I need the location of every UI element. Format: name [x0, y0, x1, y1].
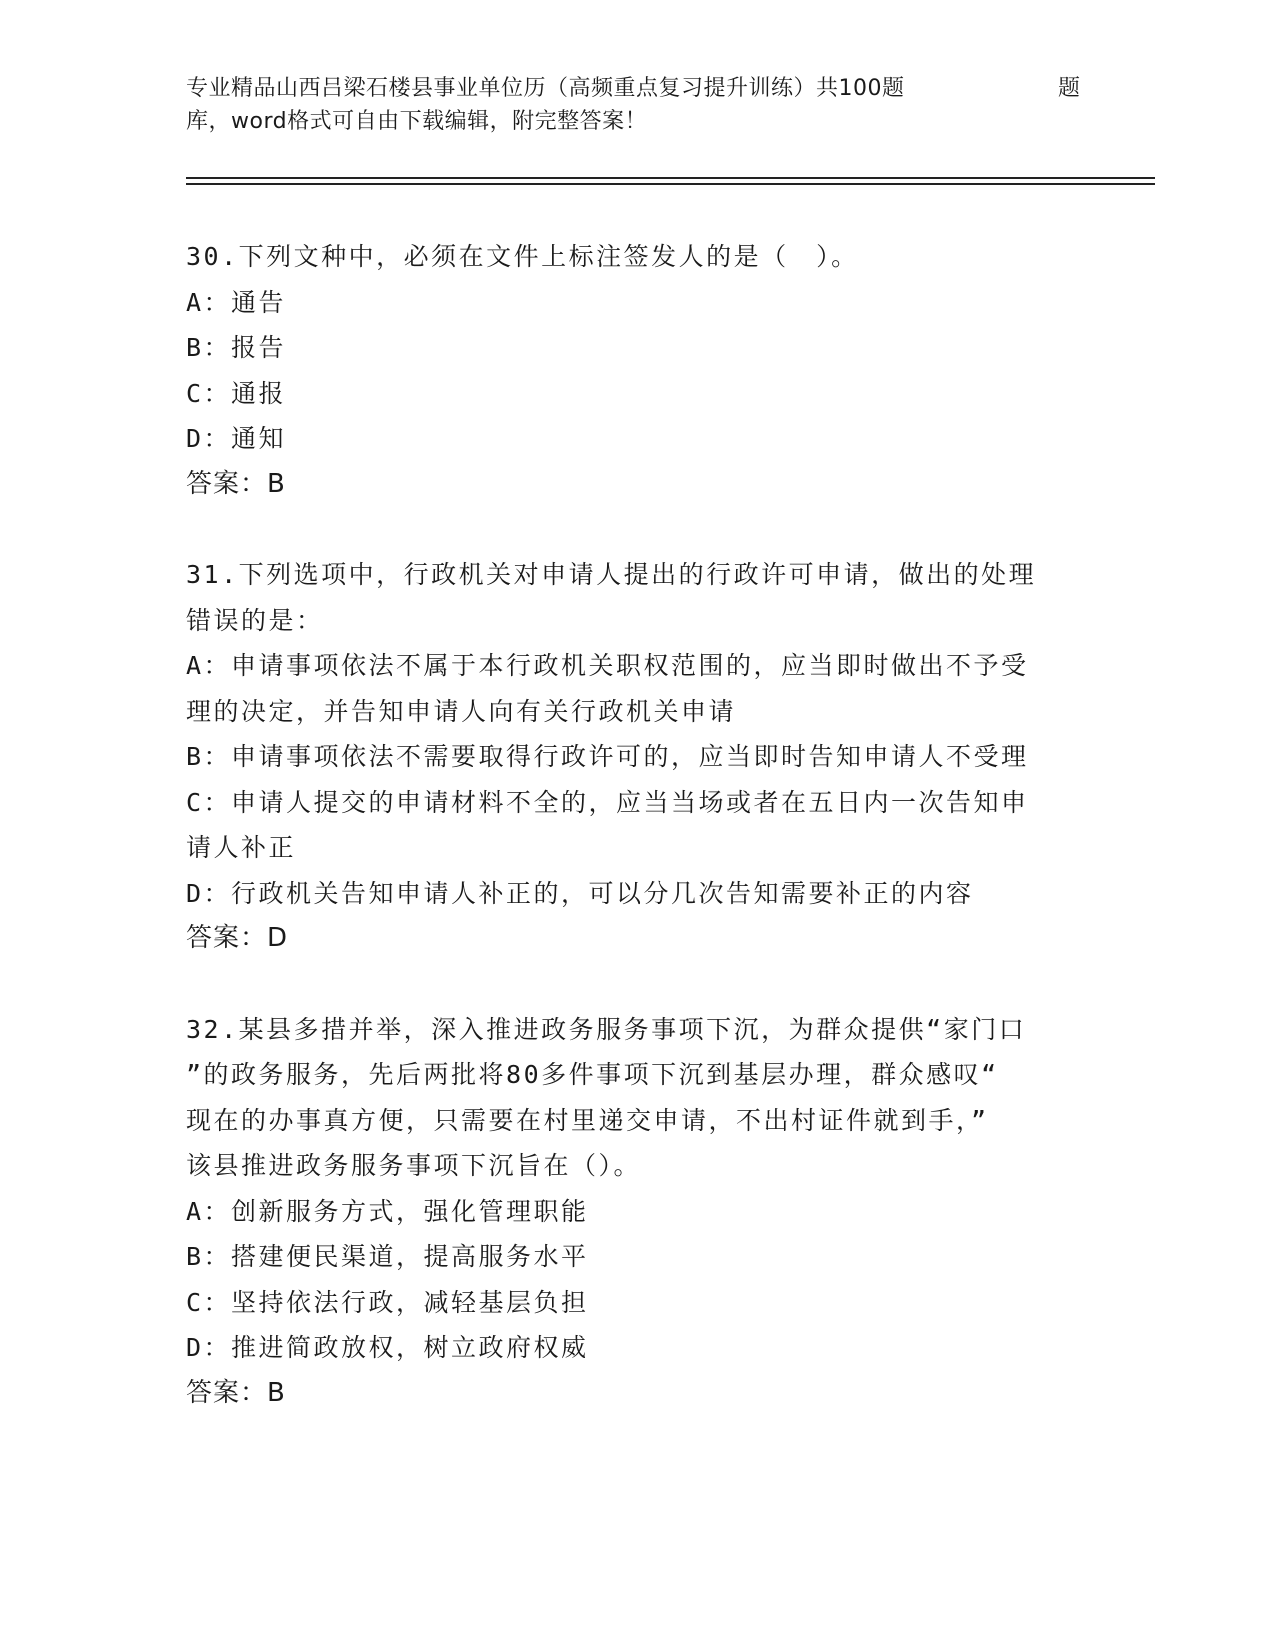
- header-title-text: 专业精品山西吕梁石楼县事业单位历（高频重点复习提升训练）共100题: [186, 76, 905, 101]
- option-b: B：搭建便民渠道，提高服务水平: [186, 1242, 589, 1271]
- question-30: [186, 234, 1086, 507]
- question-text-line-1: 31.下列选项中，行政机关对申请人提出的行政许可申请，做出的处理: [186, 560, 1037, 589]
- question-text-line-2: 错误的是：: [186, 605, 324, 635]
- option-c: C：坚持依法行政，减轻基层负担: [186, 1287, 589, 1317]
- question-text-line-2: ”的政务服务，先后两批将80多件事项下沉到基层办理，群众感叹“: [186, 1060, 999, 1089]
- option-a: A：通告: [186, 287, 287, 317]
- option-a-line-2: 理的决定，并告知申请人向有关行政机关申请: [186, 696, 737, 726]
- option-b: B：申请事项依法不需要取得行政许可的，应当即时告知申请人不受理: [186, 742, 1029, 771]
- header-divider-bottom: [186, 183, 1155, 185]
- option-c-line-2: 请人补正: [186, 833, 297, 862]
- option-d: D：推进简政放权，树立政府权威: [186, 1333, 589, 1362]
- option-a-line-1: A：申请事项依法不属于本行政机关职权范围的，应当即时做出不予受: [186, 651, 1029, 680]
- option-b: B：报告: [186, 333, 287, 362]
- answer: 答案：B: [186, 468, 286, 499]
- option-d: D：行政机关告知申请人补正的，可以分几次告知需要补正的内容: [186, 878, 974, 908]
- question-32: [186, 1007, 1086, 1417]
- option-d: D：通知: [186, 424, 287, 453]
- question-text-line-4: 该县推进政务服务事项下沉旨在（）。: [186, 1151, 642, 1180]
- answer: 答案：B: [186, 1377, 286, 1408]
- option-c: C：通报: [186, 378, 287, 408]
- question-text-line-1: 32.某县多措并举，深入推进政务服务事项下沉，为群众提供“家门口: [186, 1014, 1027, 1044]
- header-title-tail: 题: [1058, 76, 1081, 101]
- question-text: 30.下列文种中，必须在文件上标注签发人的是（ ）。: [186, 242, 859, 271]
- option-a: A：创新服务方式，强化管理职能: [186, 1196, 589, 1226]
- question-text-line-3: 现在的办事真方便，只需要在村里递交申请，不出村证件就到手，”: [186, 1105, 989, 1135]
- question-list: [186, 234, 1086, 1416]
- header-line-2: 库，word格式可自由下载编辑，附完整答案！: [186, 109, 648, 134]
- header-divider-top: [186, 177, 1155, 179]
- answer: 答案：D: [186, 923, 289, 953]
- option-c-line-1: C：申请人提交的申请材料不全的，应当当场或者在五日内一次告知申: [186, 787, 1029, 817]
- question-31: [186, 552, 1086, 962]
- document-header: [186, 72, 1091, 138]
- header-line-1: [186, 72, 1091, 105]
